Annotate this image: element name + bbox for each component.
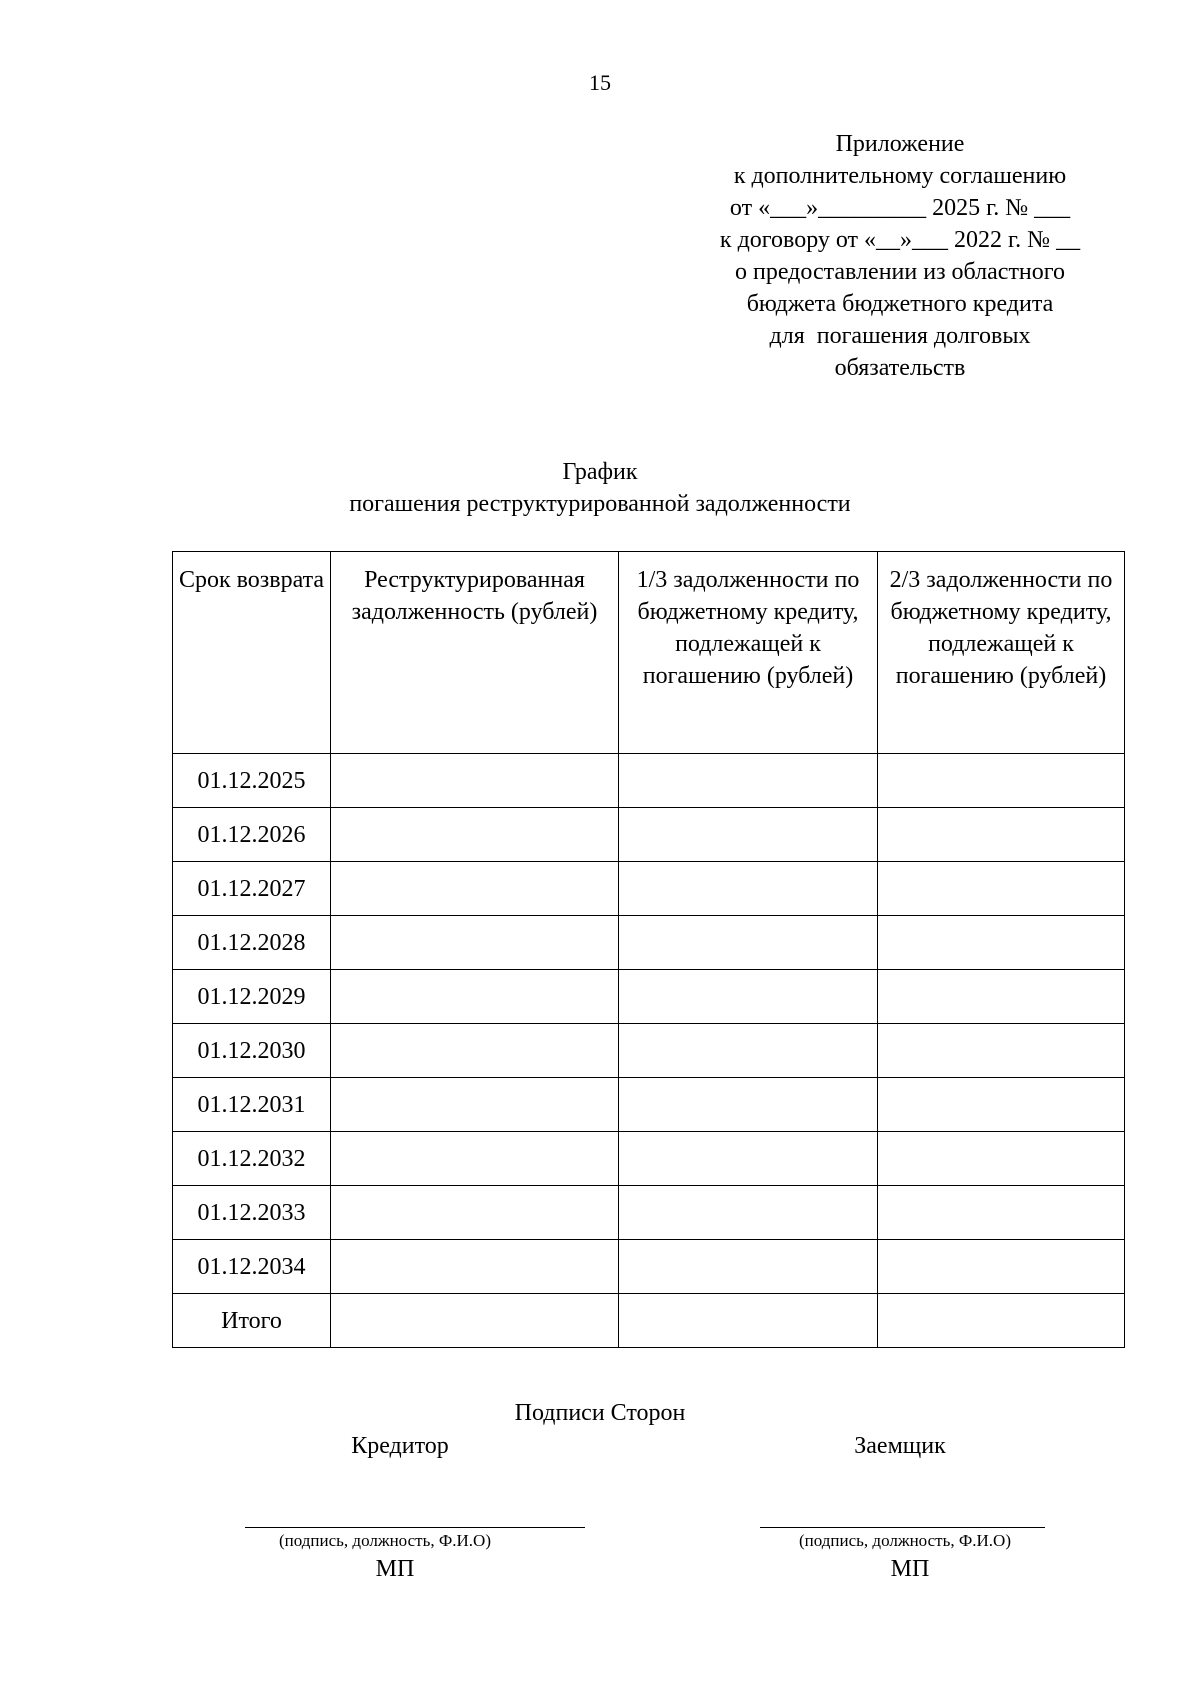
cell-due-date: 01.12.2031 bbox=[173, 1078, 331, 1132]
cell-one-third bbox=[619, 1132, 878, 1186]
table-total-row bbox=[173, 1294, 1125, 1348]
appendix-line: обязательств bbox=[834, 355, 966, 381]
cell-two-thirds bbox=[878, 1132, 1125, 1186]
header-two-thirds-debt: 2/3 задолженности по бюджетному кредиту, подлежащей к погашению (рублей) bbox=[878, 552, 1125, 754]
cell-two-thirds bbox=[878, 1294, 1125, 1348]
appendix-header bbox=[660, 128, 1140, 384]
cell-restructured-debt bbox=[331, 1132, 619, 1186]
appendix-line: бюджета бюджетного кредита bbox=[746, 291, 1054, 317]
table-row bbox=[173, 1132, 1125, 1186]
appendix-line: к дополнительному соглашению bbox=[733, 163, 1067, 189]
appendix-line: Приложение bbox=[835, 131, 965, 157]
cell-due-date: 01.12.2032 bbox=[173, 1132, 331, 1186]
cell-one-third bbox=[619, 1078, 878, 1132]
cell-two-thirds bbox=[878, 1024, 1125, 1078]
creditor-stamp-placeholder: МП bbox=[375, 1556, 415, 1582]
appendix-line: от «___»_________ 2025 г. № ___ bbox=[729, 195, 1071, 221]
table-row bbox=[173, 1240, 1125, 1294]
cell-one-third bbox=[619, 754, 878, 808]
cell-restructured-debt bbox=[331, 808, 619, 862]
borrower-signature-caption: (подпись, должность, Ф.И.О) bbox=[799, 1531, 1011, 1550]
creditor-signature-line bbox=[245, 1527, 585, 1528]
cell-restructured-debt bbox=[331, 1240, 619, 1294]
table-header-row bbox=[173, 552, 1125, 754]
borrower-label: Заемщик bbox=[854, 1433, 946, 1459]
cell-due-date: 01.12.2025 bbox=[173, 754, 331, 808]
cell-one-third bbox=[619, 1294, 878, 1348]
cell-restructured-debt bbox=[331, 916, 619, 970]
table-row bbox=[173, 1024, 1125, 1078]
table-row bbox=[173, 916, 1125, 970]
signatures-heading: Подписи Сторон bbox=[514, 1400, 686, 1426]
title-line-2: погашения реструктурированной задолженности bbox=[349, 491, 851, 517]
page-number: 15 bbox=[589, 70, 611, 95]
table-row bbox=[173, 1186, 1125, 1240]
cell-due-date: 01.12.2033 bbox=[173, 1186, 331, 1240]
creditor-signature-caption: (подпись, должность, Ф.И.О) bbox=[279, 1531, 491, 1550]
cell-two-thirds bbox=[878, 916, 1125, 970]
cell-one-third bbox=[619, 808, 878, 862]
cell-due-date: 01.12.2034 bbox=[173, 1240, 331, 1294]
cell-restructured-debt bbox=[331, 1186, 619, 1240]
header-restructured-debt: Реструктурированная задолженность (рублей) bbox=[331, 552, 619, 754]
cell-one-third bbox=[619, 1240, 878, 1294]
cell-two-thirds bbox=[878, 1078, 1125, 1132]
header-due-date: Срок возврата bbox=[173, 552, 331, 754]
table-row bbox=[173, 754, 1125, 808]
cell-one-third bbox=[619, 862, 878, 916]
borrower-stamp-placeholder: МП bbox=[890, 1556, 930, 1582]
cell-restructured-debt bbox=[331, 1024, 619, 1078]
cell-restructured-debt bbox=[331, 862, 619, 916]
cell-due-date: 01.12.2026 bbox=[173, 808, 331, 862]
cell-restructured-debt bbox=[331, 754, 619, 808]
cell-one-third bbox=[619, 970, 878, 1024]
cell-one-third bbox=[619, 916, 878, 970]
cell-restructured-debt bbox=[331, 970, 619, 1024]
appendix-line: к договору от «__»___ 2022 г. № __ bbox=[719, 227, 1081, 253]
cell-one-third bbox=[619, 1186, 878, 1240]
cell-two-thirds bbox=[878, 1240, 1125, 1294]
cell-due-date: 01.12.2027 bbox=[173, 862, 331, 916]
cell-two-thirds bbox=[878, 862, 1125, 916]
cell-due-date: 01.12.2029 bbox=[173, 970, 331, 1024]
document-title bbox=[0, 456, 1200, 520]
cell-due-date: 01.12.2028 bbox=[173, 916, 331, 970]
creditor-label: Кредитор bbox=[351, 1433, 449, 1459]
appendix-line: для погашения долговых bbox=[769, 323, 1031, 349]
cell-two-thirds bbox=[878, 1186, 1125, 1240]
table-row bbox=[173, 808, 1125, 862]
cell-two-thirds bbox=[878, 970, 1125, 1024]
table-row bbox=[173, 1078, 1125, 1132]
header-one-third-debt: 1/3 задолженности по бюджетному кредиту, подлежащей к погашению (рублей) bbox=[619, 552, 878, 754]
table-row bbox=[173, 970, 1125, 1024]
cell-two-thirds bbox=[878, 808, 1125, 862]
cell-restructured-debt bbox=[331, 1294, 619, 1348]
cell-restructured-debt bbox=[331, 1078, 619, 1132]
cell-total-label: Итого bbox=[173, 1294, 331, 1348]
appendix-line: о предоставлении из областного bbox=[734, 259, 1066, 285]
title-line-1: График bbox=[562, 459, 638, 485]
cell-one-third bbox=[619, 1024, 878, 1078]
cell-two-thirds bbox=[878, 754, 1125, 808]
borrower-signature-line bbox=[760, 1527, 1045, 1528]
table-row bbox=[173, 862, 1125, 916]
cell-due-date: 01.12.2030 bbox=[173, 1024, 331, 1078]
repayment-schedule-table bbox=[172, 551, 1125, 1348]
